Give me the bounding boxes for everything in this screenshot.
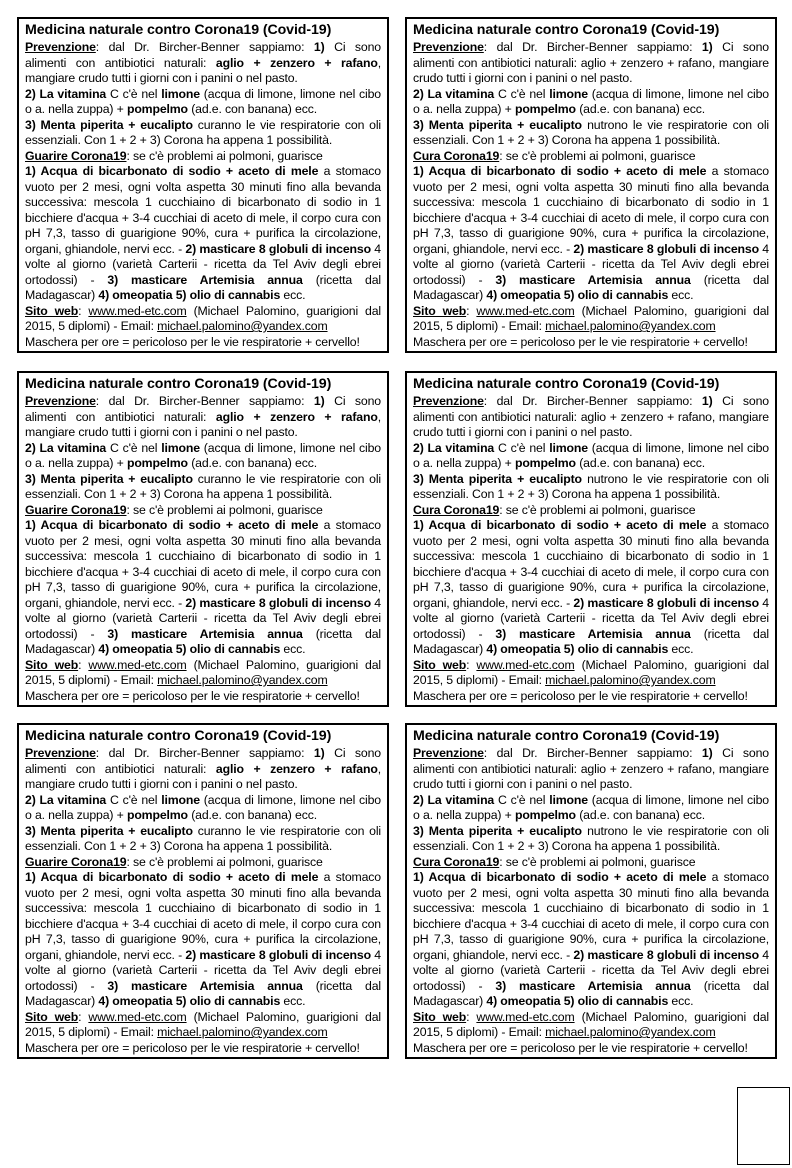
text-segment: : se c'è problemi ai polmoni, guarisce — [499, 148, 696, 163]
text-segment: limone — [549, 440, 588, 455]
text-segment: 1) — [701, 394, 713, 408]
flyer-paragraph — [413, 518, 769, 658]
flyer-paragraph — [25, 472, 381, 503]
flyer-paragraph — [413, 40, 769, 87]
text-segment: 1) — [313, 394, 325, 408]
flyer-paragraph — [25, 518, 381, 658]
text-segment: 1) Acqua di bicarbonato di sodio + aceto di mele — [25, 518, 319, 532]
text-segment: a stomaco vuoto per 2 mesi, ogni volta aspetta 30 minuti fino alla bevanda successiva: mescola 1 cucchiaino di bicarbonato di sodio in 1 bicchiere d'acqua + 3-4 cucchiai di aceto di mele, il corpo cura con pH 7,3, tasso di guarigione 90%, cura + purifica la circolazione, organi, ghiandole, nervi ecc. - — [25, 518, 381, 610]
website-link[interactable]: www.med-etc.com — [476, 657, 575, 672]
text-segment: 4 volte al giorno (varietà Carterii - ricetta da Tel Aviv degli ebrei ortodossi) - — [25, 595, 381, 641]
text-segment: : dal Dr. Bircher-Benner sappiamo: — [95, 746, 314, 760]
text-segment: 4) omeopatia 5) olio di cannabis — [486, 994, 669, 1008]
flyer-box-cura-1 — [405, 17, 777, 353]
flyer-paragraph — [25, 503, 381, 519]
flyer-paragraph — [413, 441, 769, 472]
text-segment: ecc. — [280, 288, 306, 302]
flyer-title: Medicina naturale contro Corona19 (Covid-19) — [25, 376, 332, 392]
flyer-paragraph — [413, 87, 769, 118]
text-segment: 4) omeopatia 5) olio di cannabis — [486, 288, 669, 302]
text-segment: C c'è nel — [106, 86, 162, 101]
flyer-paragraph — [413, 503, 769, 519]
text-segment: Prevenzione — [413, 746, 484, 760]
text-segment: : se c'è problemi ai polmoni, guarisce — [126, 148, 323, 163]
flyer-box-guarire-1 — [17, 17, 389, 353]
text-segment: : — [466, 657, 477, 672]
text-segment: Maschera per ore = pericoloso per le vie respiratorie + cervello! — [25, 688, 360, 703]
text-segment: (Michael Palomino, guarigioni dal 2015, 5 diplomi) - Email: — [25, 657, 382, 687]
text-segment: 1) Acqua di bicarbonato di sodio + aceto di mele — [413, 870, 707, 884]
text-segment: (Michael Palomino, guarigioni dal 2015, 5 diplomi) - Email: — [413, 657, 770, 687]
text-segment: 4) omeopatia 5) olio di cannabis — [486, 642, 669, 656]
text-segment: : dal Dr. Bircher-Benner sappiamo: — [483, 394, 702, 408]
flyer-paragraph — [413, 335, 769, 351]
text-segment: curanno le vie respiratorie con oli essenziali. Con 1 + 2 + 3) Corona ha appena 1 possibilità. — [25, 471, 381, 501]
website-link[interactable]: www.med-etc.com — [476, 1009, 575, 1024]
flyer-box-cura-2 — [405, 371, 777, 707]
text-segment: , mangiare crudo tutti i giorni con i panini o nel pasto. — [25, 761, 381, 791]
text-segment: (ad.e. con banana) ecc. — [575, 102, 705, 116]
flyer-title: Medicina naturale contro Corona19 (Covid-19) — [25, 728, 332, 744]
text-segment: aglio + zenzero + rafano — [215, 409, 378, 424]
text-segment: 2) masticare 8 globuli di incenso — [573, 595, 759, 610]
text-segment: Maschera per ore = pericoloso per le vie respiratorie + cervello! — [413, 334, 748, 349]
text-segment: 4) omeopatia 5) olio di cannabis — [98, 994, 281, 1008]
text-segment: 3) Menta piperita + eucalipto — [25, 117, 193, 132]
text-segment: , mangiare crudo tutti i giorni con i panini o nel pasto. — [25, 55, 381, 85]
email-link[interactable]: michael.palomino@yandex.com — [157, 1025, 328, 1039]
text-segment: (acqua di limone, limone nel cibo o a. nella zuppa) + — [413, 86, 769, 116]
text-segment: limone — [161, 792, 200, 807]
text-segment: (Michael Palomino, guarigioni dal 2015, 5 diplomi) - Email: — [25, 1009, 382, 1039]
text-segment: 2) masticare 8 globuli di incenso — [185, 947, 371, 962]
text-segment: : — [78, 1009, 89, 1024]
text-segment: a stomaco vuoto per 2 mesi, ogni volta aspetta 30 minuti fino alla bevanda successiva: mescola 1 cucchiaino di bicarbonato di sodio in 1 bicchiere d'acqua + 3-4 cucchiai di aceto di mele, il corpo cura con pH 7,3, tasso di guarigione 90%, cura + purifica la circolazione, organi, ghiandole, nervi ecc. - — [25, 164, 381, 256]
text-segment: C c'è nel — [106, 792, 162, 807]
text-segment: 3) masticare Artemisia annua — [495, 978, 691, 993]
flyer-box-guarire-3 — [17, 723, 389, 1059]
flyer-paragraph — [413, 149, 769, 165]
text-segment: 1) Acqua di bicarbonato di sodio + aceto di mele — [413, 518, 707, 532]
flyer-box-guarire-2 — [17, 371, 389, 707]
text-segment: 3) Menta piperita + eucalipto — [413, 823, 582, 838]
text-segment: Guarire Corona19 — [25, 854, 127, 869]
text-segment: ecc. — [668, 288, 694, 302]
text-segment: (ad.e. con banana) ecc. — [187, 456, 317, 470]
flyer-paragraph — [25, 1041, 381, 1057]
text-segment: 2) La vitamina — [413, 440, 495, 455]
flyer-title: Medicina naturale contro Corona19 (Covid-19) — [413, 728, 720, 744]
flyer-paragraph — [413, 689, 769, 705]
text-segment: : dal Dr. Bircher-Benner sappiamo: — [95, 40, 314, 54]
text-segment: 1) — [313, 746, 325, 760]
text-segment: Maschera per ore = pericoloso per le vie respiratorie + cervello! — [413, 688, 748, 703]
flyer-paragraph — [413, 304, 769, 335]
flyer-paragraph — [25, 870, 381, 1010]
text-segment: 2) La vitamina — [25, 86, 107, 101]
flyer-paragraph — [413, 394, 769, 441]
text-segment: C c'è nel — [494, 86, 550, 101]
flyer-paragraph — [25, 118, 381, 149]
text-segment: nutrono le vie respiratorie con oli essenziali. Con 1 + 2 + 3) Corona ha appena 1 possibilità. — [413, 117, 769, 147]
text-segment: 1) — [313, 40, 325, 54]
text-segment: limone — [161, 440, 200, 455]
flyer-paragraph — [25, 304, 381, 335]
text-segment: ecc. — [668, 642, 694, 656]
text-segment: , mangiare crudo tutti i giorni con i panini o nel pasto. — [25, 409, 381, 439]
text-segment: a stomaco vuoto per 2 mesi, ogni volta aspetta 30 minuti fino alla bevanda successiva: mescola 1 cucchiaino di bicarbonato di sodio in 1 bicchiere d'acqua + 3-4 cucchiai di aceto di mele, il corpo cura con pH 7,3, tasso di guarigione 90%, cura + purifica la circolazione, organi, ghiandole, nervi ecc. - — [413, 518, 769, 610]
flyer-paragraph — [25, 746, 381, 793]
text-segment: Maschera per ore = pericoloso per le vie respiratorie + cervello! — [25, 1040, 360, 1055]
text-segment: 2) La vitamina — [25, 792, 107, 807]
text-segment: 3) Menta piperita + eucalipto — [25, 823, 193, 838]
text-segment: Ci sono alimenti con antibiotici naturali: — [25, 40, 381, 70]
text-segment: 2) La vitamina — [413, 792, 495, 807]
text-segment: (ad.e. con banana) ecc. — [187, 808, 317, 822]
flyer-paragraph — [25, 658, 381, 689]
text-segment: Prevenzione — [25, 394, 96, 408]
flyer-box-cura-3 — [405, 723, 777, 1059]
text-segment: Ci sono alimenti con antibiotici naturali: aglio + zenzero + rafano, mangiare crudo tutti i giorni con i panini o nel pasto. — [413, 394, 769, 439]
text-segment: (acqua di limone, limone nel cibo o a. nella zuppa) + — [413, 792, 769, 822]
text-segment: : se c'è problemi ai polmoni, guarisce — [499, 854, 696, 869]
text-segment: C c'è nel — [494, 440, 550, 455]
text-segment: 2) masticare 8 globuli di incenso — [185, 595, 371, 610]
text-segment: 4) omeopatia 5) olio di cannabis — [98, 288, 281, 302]
website-link[interactable]: www.med-etc.com — [88, 303, 187, 318]
text-segment: : — [78, 657, 89, 672]
flyer-paragraph — [25, 335, 381, 351]
text-segment: (ricetta dal Madagascar) — [25, 272, 381, 302]
text-segment: limone — [549, 792, 588, 807]
text-segment: Prevenzione — [25, 746, 96, 760]
text-segment: (ricetta dal Madagascar) — [413, 978, 769, 1008]
text-segment: (ad.e. con banana) ecc. — [575, 456, 705, 470]
flyer-paragraph — [25, 793, 381, 824]
text-segment: (ricetta dal Madagascar) — [25, 978, 381, 1008]
flyer-paragraph — [25, 149, 381, 165]
text-segment: : se c'è problemi ai polmoni, guarisce — [126, 502, 323, 517]
flyer-title: Medicina naturale contro Corona19 (Covid-19) — [25, 22, 332, 38]
text-segment: curanno le vie respiratorie con oli essenziali. Con 1 + 2 + 3) Corona ha appena 1 possibilità. — [25, 117, 381, 147]
text-segment: : dal Dr. Bircher-Benner sappiamo: — [483, 40, 702, 54]
text-segment: : — [78, 303, 89, 318]
text-segment: Ci sono alimenti con antibiotici naturali: — [25, 746, 381, 776]
text-segment: 3) masticare Artemisia annua — [495, 272, 691, 287]
text-segment: limone — [549, 86, 588, 101]
text-segment: : — [466, 1009, 477, 1024]
text-segment: Prevenzione — [413, 40, 484, 54]
text-segment: 4 volte al giorno (varietà Carterii - ricetta da Tel Aviv degli ebrei ortodossi) - — [413, 241, 769, 287]
flyer-paragraph — [25, 441, 381, 472]
text-segment: 4 volte al giorno (varietà Carterii - ricetta da Tel Aviv degli ebrei ortodossi) - — [413, 947, 769, 993]
text-segment: 1) Acqua di bicarbonato di sodio + aceto di mele — [25, 870, 319, 884]
text-segment: Sito web — [25, 303, 79, 318]
text-segment: Maschera per ore = pericoloso per le vie respiratorie + cervello! — [413, 1040, 748, 1055]
flyer-paragraph — [413, 855, 769, 871]
text-segment: pompelmo — [126, 102, 188, 116]
email-link[interactable]: michael.palomino@yandex.com — [545, 319, 716, 333]
text-segment: : — [466, 303, 477, 318]
text-segment: 3) masticare Artemisia annua — [107, 272, 303, 287]
text-segment: curanno le vie respiratorie con oli essenziali. Con 1 + 2 + 3) Corona ha appena 1 possibilità. — [25, 823, 381, 853]
flyer-paragraph — [413, 164, 769, 304]
text-segment: 3) Menta piperita + eucalipto — [413, 117, 582, 132]
text-segment: 4 volte al giorno (varietà Carterii - ricetta da Tel Aviv degli ebrei ortodossi) - — [25, 947, 381, 993]
text-segment: Cura Corona19 — [413, 854, 500, 869]
text-segment: Ci sono alimenti con antibiotici naturali: — [25, 394, 381, 424]
text-segment: Guarire Corona19 — [25, 148, 127, 163]
website-link[interactable]: www.med-etc.com — [476, 303, 575, 318]
text-segment: : se c'è problemi ai polmoni, guarisce — [499, 502, 696, 517]
text-segment: pompelmo — [514, 808, 576, 822]
text-segment: 1) — [701, 40, 713, 54]
flyer-paragraph — [25, 1010, 381, 1041]
text-segment: 4) omeopatia 5) olio di cannabis — [98, 642, 281, 656]
text-segment: 2) La vitamina — [413, 86, 495, 101]
flyer-paragraph — [25, 689, 381, 705]
text-segment: ecc. — [668, 994, 694, 1008]
text-segment: (ad.e. con banana) ecc. — [575, 808, 705, 822]
text-segment: (acqua di limone, limone nel cibo o a. nella zuppa) + — [25, 86, 381, 116]
text-segment: Sito web — [413, 657, 467, 672]
text-segment: : dal Dr. Bircher-Benner sappiamo: — [483, 746, 702, 760]
flyer-paragraph — [25, 40, 381, 87]
flyer-paragraph — [25, 855, 381, 871]
text-segment: ecc. — [280, 994, 306, 1008]
flyer-paragraph — [413, 658, 769, 689]
text-segment: a stomaco vuoto per 2 mesi, ogni volta aspetta 30 minuti fino alla bevanda successiva: mescola 1 cucchiaino di bicarbonato di sodio in 1 bicchiere d'acqua + 3-4 cucchiai di aceto di mele, il corpo cura con pH 7,3, tasso di guarigione 90%, cura + purifica la circolazione, organi, ghiandole, nervi ecc. - — [25, 870, 381, 962]
text-segment: limone — [161, 86, 200, 101]
text-segment: 4 volte al giorno (varietà Carterii - ricetta da Tel Aviv degli ebrei ortodossi) - — [413, 595, 769, 641]
text-segment: aglio + zenzero + rafano — [215, 761, 378, 776]
text-segment: a stomaco vuoto per 2 mesi, ogni volta aspetta 30 minuti fino alla bevanda successiva: mescola 1 cucchiaino di bicarbonato di sodio in 1 bicchiere d'acqua + 3-4 cucchiai di aceto di mele, il corpo cura con pH 7,3, tasso di guarigione 90%, cura + purifica la circolazione, organi, ghiandole, nervi ecc. - — [413, 164, 769, 256]
text-segment: 4 volte al giorno (varietà Carterii - ricetta da Tel Aviv degli ebrei ortodossi) - — [25, 241, 381, 287]
text-segment: Guarire Corona19 — [25, 502, 127, 517]
flyer-paragraph — [25, 87, 381, 118]
text-segment: aglio + zenzero + rafano — [215, 55, 378, 70]
flyer-paragraph — [413, 793, 769, 824]
text-segment: (ricetta dal Madagascar) — [413, 272, 769, 302]
text-segment: (Michael Palomino, guarigioni dal 2015, 5 diplomi) - Email: — [25, 303, 382, 333]
text-segment: 2) La vitamina — [25, 440, 107, 455]
text-segment: pompelmo — [514, 456, 576, 470]
text-segment: Cura Corona19 — [413, 148, 500, 163]
text-segment: Sito web — [413, 303, 467, 318]
flyer-paragraph — [25, 394, 381, 441]
text-segment: pompelmo — [514, 102, 576, 116]
text-segment: pompelmo — [126, 456, 188, 470]
text-segment: (ricetta dal Madagascar) — [25, 626, 381, 656]
text-segment: (Michael Palomino, guarigioni dal 2015, 5 diplomi) - Email: — [413, 303, 770, 333]
text-segment: (ricetta dal Madagascar) — [413, 626, 769, 656]
flyer-paragraph — [413, 746, 769, 793]
email-link[interactable]: michael.palomino@yandex.com — [157, 673, 328, 687]
text-segment: (acqua di limone, limone nel cibo o a. nella zuppa) + — [25, 440, 381, 470]
text-segment: 2) masticare 8 globuli di incenso — [573, 241, 759, 256]
text-segment: 3) Menta piperita + eucalipto — [413, 471, 582, 486]
text-segment: 2) masticare 8 globuli di incenso — [573, 947, 759, 962]
text-segment: nutrono le vie respiratorie con oli essenziali. Con 1 + 2 + 3) Corona ha appena 1 possibilità. — [413, 823, 769, 853]
flyer-paragraph — [413, 1010, 769, 1041]
text-segment: Maschera per ore = pericoloso per le vie respiratorie + cervello! — [25, 334, 360, 349]
text-segment: Sito web — [25, 657, 79, 672]
text-segment: Prevenzione — [25, 40, 96, 54]
website-link[interactable]: www.med-etc.com — [88, 657, 187, 672]
text-segment: C c'è nel — [494, 792, 550, 807]
text-segment: Ci sono alimenti con antibiotici naturali: aglio + zenzero + rafano, mangiare crudo tutti i giorni con i panini o nel pasto. — [413, 40, 769, 85]
flyer-paragraph — [413, 1041, 769, 1057]
website-link[interactable]: www.med-etc.com — [88, 1009, 187, 1024]
text-segment: nutrono le vie respiratorie con oli essenziali. Con 1 + 2 + 3) Corona ha appena 1 possibilità. — [413, 471, 769, 501]
flyer-paragraph — [413, 118, 769, 149]
flyer-paragraph — [413, 870, 769, 1010]
text-segment: : dal Dr. Bircher-Benner sappiamo: — [95, 394, 314, 408]
text-segment: (ad.e. con banana) ecc. — [187, 102, 317, 116]
flyer-paragraph — [413, 472, 769, 503]
text-segment: Prevenzione — [413, 394, 484, 408]
flyer-title: Medicina naturale contro Corona19 (Covid-19) — [413, 22, 720, 38]
flyer-paragraph — [413, 824, 769, 855]
text-segment: (acqua di limone, limone nel cibo o a. nella zuppa) + — [25, 792, 381, 822]
flyer-paragraph — [25, 164, 381, 304]
flyer-title: Medicina naturale contro Corona19 (Covid-19) — [413, 376, 720, 392]
text-segment: : se c'è problemi ai polmoni, guarisce — [126, 854, 323, 869]
email-link[interactable]: michael.palomino@yandex.com — [545, 673, 716, 687]
email-link[interactable]: michael.palomino@yandex.com — [545, 1025, 716, 1039]
text-segment: (acqua di limone, limone nel cibo o a. nella zuppa) + — [413, 440, 769, 470]
text-segment: Sito web — [25, 1009, 79, 1024]
text-segment: 3) masticare Artemisia annua — [107, 626, 303, 641]
text-segment: ecc. — [280, 642, 306, 656]
text-segment: 1) Acqua di bicarbonato di sodio + aceto di mele — [413, 164, 707, 178]
text-segment: (Michael Palomino, guarigioni dal 2015, 5 diplomi) - Email: — [413, 1009, 770, 1039]
text-segment: C c'è nel — [106, 440, 162, 455]
email-link[interactable]: michael.palomino@yandex.com — [157, 319, 328, 333]
text-segment: 1) — [701, 746, 713, 760]
text-segment: Ci sono alimenti con antibiotici naturali: aglio + zenzero + rafano, mangiare crudo tutti i giorni con i panini o nel pasto. — [413, 746, 769, 791]
text-segment: 2) masticare 8 globuli di incenso — [185, 241, 371, 256]
text-segment: 3) masticare Artemisia annua — [495, 626, 691, 641]
text-segment: a stomaco vuoto per 2 mesi, ogni volta aspetta 30 minuti fino alla bevanda successiva: mescola 1 cucchiaino di bicarbonato di sodio in 1 bicchiere d'acqua + 3-4 cucchiai di aceto di mele, il corpo cura con pH 7,3, tasso di guarigione 90%, cura + purifica la circolazione, organi, ghiandole, nervi ecc. - — [413, 870, 769, 962]
flyer-paragraph — [25, 824, 381, 855]
text-segment: Sito web — [413, 1009, 467, 1024]
text-segment: Cura Corona19 — [413, 502, 500, 517]
text-segment: 3) Menta piperita + eucalipto — [25, 471, 193, 486]
text-segment: 3) masticare Artemisia annua — [107, 978, 303, 993]
text-segment: pompelmo — [126, 808, 188, 822]
text-segment: 1) Acqua di bicarbonato di sodio + aceto di mele — [25, 164, 319, 178]
empty-corner-box — [737, 1087, 790, 1165]
